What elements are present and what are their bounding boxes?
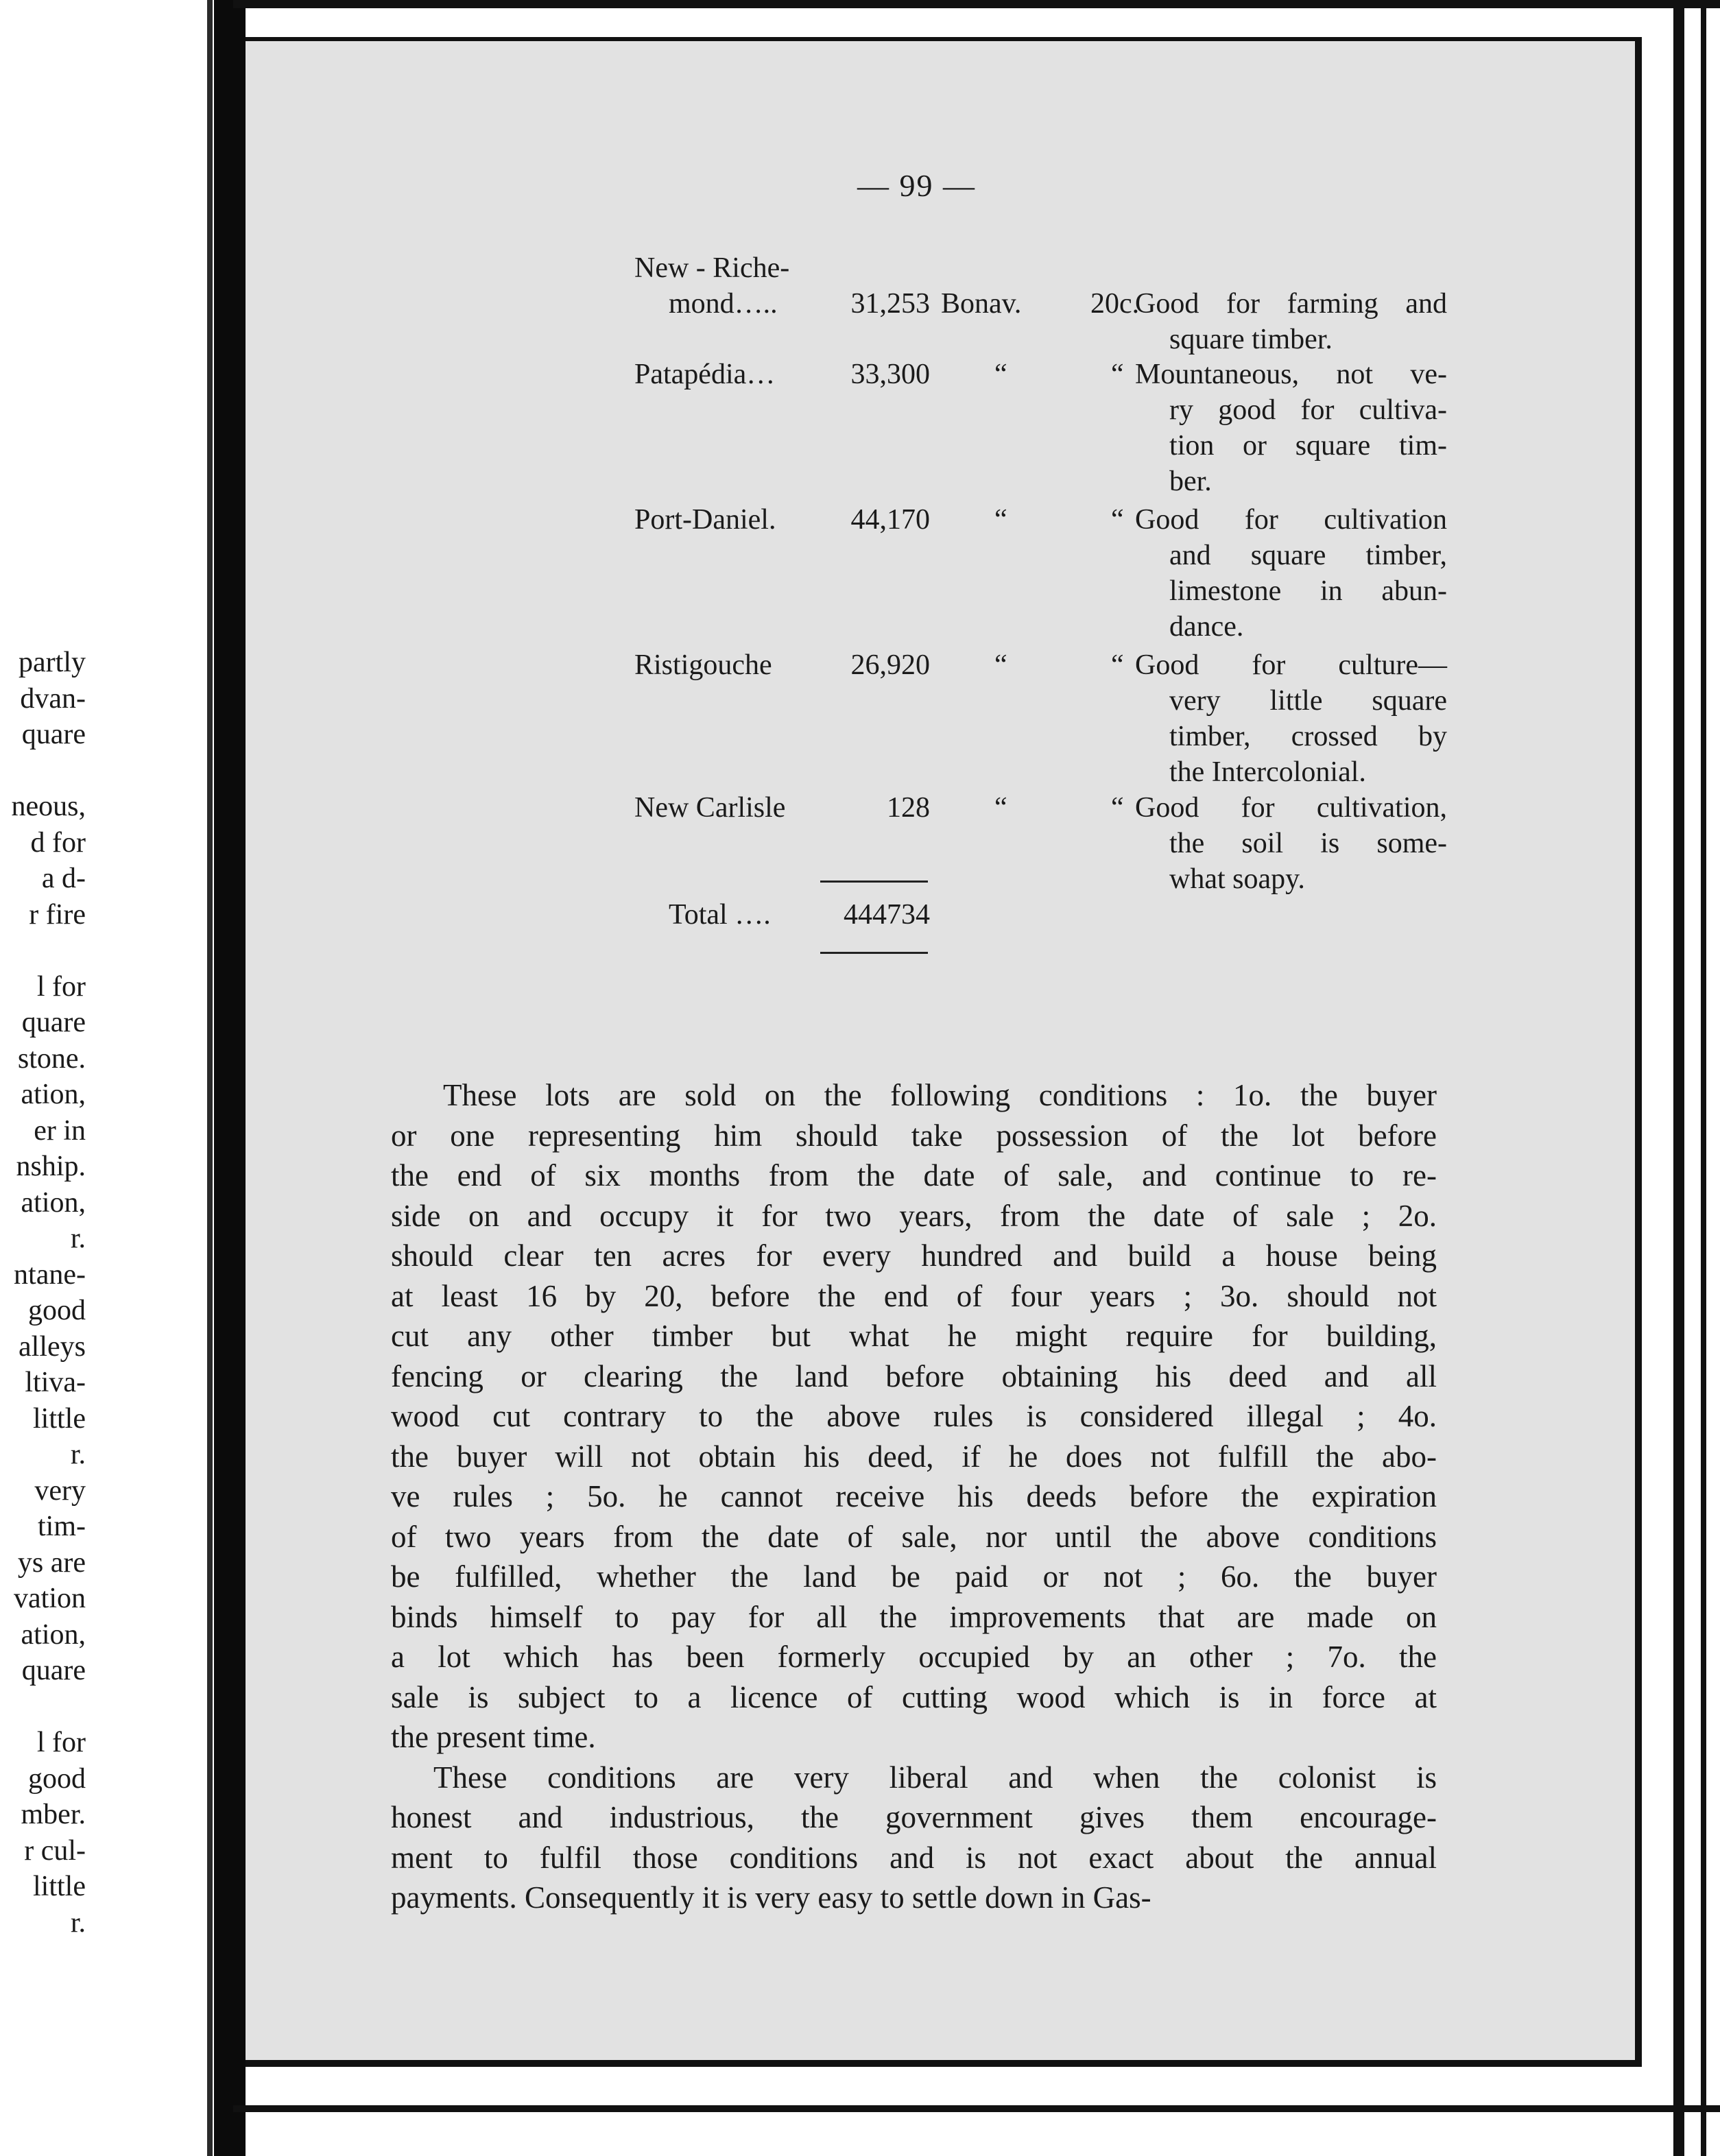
fragment-line: very <box>34 1474 86 1507</box>
fragment-line: quare <box>21 1655 86 1686</box>
lot-description <box>1135 357 1447 499</box>
description-line: Mountaneous, not ve- <box>1135 359 1447 390</box>
paragraph-line: binds himself to pay for all the improvements that are made on <box>391 1599 1437 1634</box>
lots-table <box>0 0 1720 960</box>
paragraph-line: payments. Consequently it is very easy to settle down in Gas- <box>391 1880 1151 1915</box>
paragraph-line: or one representing him should take possession of the lot before <box>391 1118 1437 1153</box>
fragment-line: good <box>28 1295 86 1326</box>
lot-name: Patapédia… <box>634 359 776 390</box>
lot-area: 128 <box>887 792 930 824</box>
scan-frame-bottom <box>233 2105 1720 2112</box>
lot-name: New - Riche- <box>634 252 790 284</box>
paragraph-line: should clear ten acres for every hundred and build a house being <box>391 1238 1437 1273</box>
paragraph-line: These conditions are very liberal and when the colonist is <box>433 1760 1437 1795</box>
paragraph-line: of two years from the date of sale, nor until the above conditions <box>391 1519 1437 1554</box>
fragment-line: ation, <box>21 1186 86 1219</box>
paragraph-line: cut any other timber but what he might require for building, <box>391 1319 1437 1353</box>
paragraph-line: the present time. <box>391 1720 596 1754</box>
ditto-mark: “ <box>1111 359 1124 390</box>
fragment-line: nship. <box>16 1151 86 1182</box>
lot-county: Bonav. <box>941 288 1022 320</box>
fragment-line: dvan- <box>20 682 86 715</box>
description-line: ber. <box>1169 466 1212 497</box>
page-number: — 99 — <box>857 168 976 203</box>
fragment-line: ation, <box>21 1079 86 1110</box>
lot-description <box>1135 286 1447 357</box>
total-label: Total …. <box>669 899 771 931</box>
lot-name: New Carlisle <box>634 792 786 824</box>
fragment-line: d for <box>30 826 86 859</box>
description-line: the soil is some- <box>1169 828 1447 859</box>
ditto-mark: “ <box>1111 649 1124 681</box>
ditto-mark: “ <box>994 359 1007 390</box>
lot-name: Port-Daniel. <box>634 504 776 536</box>
fragment-line: mber. <box>21 1799 86 1830</box>
fragment-line: r. <box>70 1223 86 1254</box>
ditto-mark: “ <box>1111 504 1124 536</box>
fragment-line: r. <box>70 1906 86 1939</box>
fragment-line: ys are <box>17 1546 86 1579</box>
paragraph-line: at least 16 by 20, before the end of four years ; 3o. should not <box>391 1278 1437 1313</box>
fragment-line: ntane- <box>14 1258 86 1291</box>
fragment-line: r cul- <box>24 1834 86 1867</box>
ditto-mark: “ <box>994 792 1007 824</box>
description-line: Good for culture— <box>1135 649 1447 681</box>
fragment-line: little <box>33 1402 86 1435</box>
description-line: dance. <box>1169 611 1244 643</box>
conditions-text <box>391 1075 1437 1918</box>
fragment-line: alleys <box>19 1330 86 1363</box>
ditto-mark: “ <box>994 504 1007 536</box>
lot-description <box>1135 647 1447 790</box>
fragment-line: quare <box>21 719 86 750</box>
sum-rule <box>820 881 928 883</box>
paragraph-line: sale is subject to a licence of cutting wood which is in force at <box>391 1679 1437 1714</box>
paragraph-line: ment to fulfil those conditions and is not exact about the annual <box>391 1840 1437 1875</box>
description-line: very little square <box>1169 685 1447 717</box>
fragment-line: r fire <box>29 898 86 931</box>
paragraph-line: a lot which has been formerly occupied by an other ; 7o. the <box>391 1640 1437 1674</box>
lot-description <box>1135 790 1447 897</box>
paragraph-line: the end of six months from the date of sale, and continue to re- <box>391 1158 1437 1193</box>
paragraph-line: fencing or clearing the land before obtaining his deed and all <box>391 1358 1437 1393</box>
ditto-mark: “ <box>1111 792 1124 824</box>
lot-price: 20c. <box>1090 288 1140 320</box>
fragment-line: little <box>33 1871 86 1902</box>
total-value: 444734 <box>844 899 930 931</box>
ditto-mark: “ <box>994 649 1007 681</box>
lot-name-continued: mond….. <box>669 288 778 320</box>
total-double-rule <box>820 952 928 954</box>
lot-area: 33,300 <box>850 359 930 390</box>
fragment-line: l for <box>36 1727 86 1758</box>
paragraph-line: the buyer will not obtain his deed, if he does not fulfill the abo- <box>391 1439 1437 1474</box>
description-line: what soapy. <box>1169 863 1305 895</box>
fragment-line: ation, <box>21 1618 86 1651</box>
paragraph-line: honest and industrious, the government gives them encourage- <box>391 1800 1437 1834</box>
fragment-line: partly <box>19 647 86 678</box>
paragraph-line: side on and occupy it for two years, from the date of sale ; 2o. <box>391 1198 1437 1233</box>
description-line: and square timber, <box>1169 540 1447 571</box>
fragment-line: neous, <box>11 791 86 822</box>
lot-area: 26,920 <box>850 649 930 681</box>
description-line: the Intercolonial. <box>1169 756 1366 788</box>
description-line: square timber. <box>1169 324 1333 355</box>
fragment-line: quare <box>21 1007 86 1038</box>
description-line: ry good for cultiva- <box>1169 394 1447 426</box>
fragment-line: good <box>28 1762 86 1795</box>
fragment-line: vation <box>14 1583 86 1614</box>
description-line: Good for cultivation, <box>1135 792 1447 824</box>
fragment-line: a d- <box>41 863 86 894</box>
paragraph-line: wood cut contrary to the above rules is considered illegal ; 4o. <box>391 1399 1437 1433</box>
lot-name: Ristigouche <box>634 649 772 681</box>
lot-area: 31,253 <box>850 288 930 320</box>
paragraph-line: ve rules ; 5o. he cannot receive his deeds before the expiration <box>391 1479 1437 1513</box>
description-line: limestone in abun- <box>1169 575 1447 607</box>
lot-area: 44,170 <box>850 504 930 536</box>
paragraph-line: be fulfilled, whether the land be paid or not ; 6o. the buyer <box>391 1559 1437 1594</box>
fragment-line: l for <box>36 970 86 1003</box>
fragment-line: tim- <box>38 1511 86 1542</box>
description-line: Good for cultivation <box>1135 504 1447 536</box>
description-line: Good for farming and <box>1135 288 1447 320</box>
fragment-line: stone. <box>17 1042 86 1075</box>
description-line: tion or square tim- <box>1169 430 1447 462</box>
paragraph-line: These lots are sold on the following conditions : 1o. the buyer <box>443 1078 1437 1112</box>
lot-description <box>1135 502 1447 645</box>
description-line: timber, crossed by <box>1169 721 1447 752</box>
fragment-line <box>0 1689 86 1725</box>
fragment-line: er in <box>34 1114 86 1147</box>
fragment-line: ltiva- <box>25 1367 86 1398</box>
fragment-line: r. <box>70 1439 86 1470</box>
